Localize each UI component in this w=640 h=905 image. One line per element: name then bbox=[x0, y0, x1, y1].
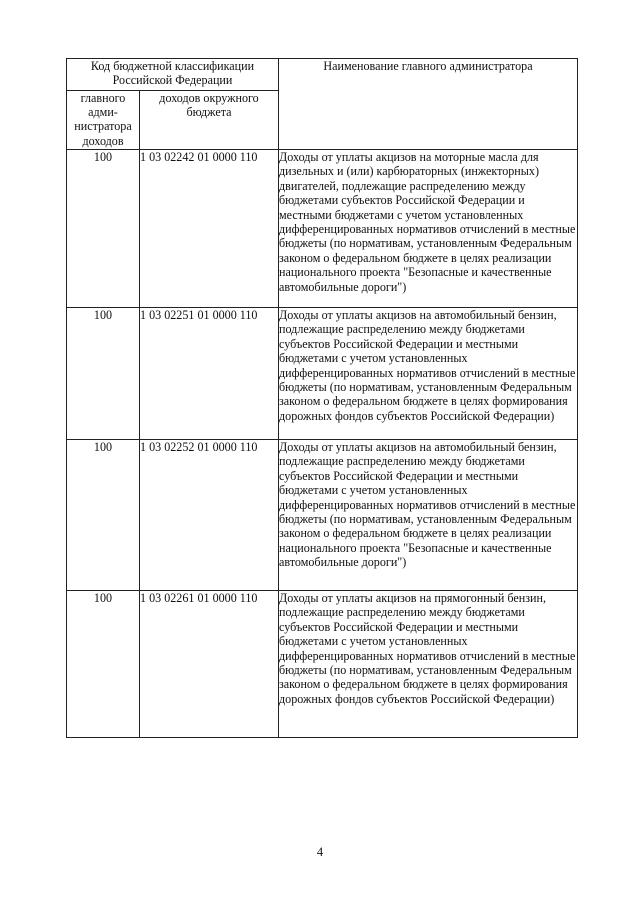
table-row bbox=[67, 150, 578, 308]
header-administrator-name: Наименование главного администратора bbox=[279, 59, 578, 150]
description-cell: Доходы от уплаты акцизов на автомобильный бензин, подлежащие распределению между бюджетами субъектов Российской Федерации и местными бюджетами с учетом установленных дифференцированных нормативов отчислений в местные бюджеты (по нормативам, установленным Федеральным законом о федеральном бюджете в целях формирования дорожных фондов субъектов Российской Федерации) bbox=[279, 308, 578, 440]
admin-code-cell: 100 bbox=[67, 591, 140, 738]
revenue-code-cell: 1 03 02242 01 0000 110 bbox=[140, 150, 279, 308]
header-budget-classification-code: Код бюджетной классификации Российской Федерации bbox=[67, 59, 279, 91]
budget-classification-table bbox=[66, 58, 578, 738]
description-cell: Доходы от уплаты акцизов на автомобильный бензин, подлежащие распределению между бюджетами субъектов Российской Федерации и местными бюджетами с учетом установленных дифференцированных нормативов отчислений в местные бюджеты (по нормативам, установленным Федеральным законом о федеральном бюджете в целях реализации национального проекта "Безопасные и качественные автомобильные дороги") bbox=[279, 440, 578, 591]
page-number: 4 bbox=[316, 845, 324, 859]
admin-code-cell: 100 bbox=[67, 440, 140, 591]
table-row bbox=[67, 440, 578, 591]
header-main-administrator-code: главного адми-нистратора доходов bbox=[67, 91, 140, 150]
revenue-code-cell: 1 03 02251 01 0000 110 bbox=[140, 308, 279, 440]
table-row bbox=[67, 308, 578, 440]
admin-code-cell: 100 bbox=[67, 150, 140, 308]
admin-code-cell: 100 bbox=[67, 308, 140, 440]
table-row bbox=[67, 591, 578, 738]
description-cell: Доходы от уплаты акцизов на прямогонный бензин, подлежащие распределению между бюджетами субъектов Российской Федерации и местными бюджетами с учетом установленных дифференцированных нормативов отчислений в местные бюджеты (по нормативам, установленным Федеральным законом о федеральном бюджете в целях формирования дорожных фондов субъектов Российской Федерации) bbox=[279, 591, 578, 738]
description-cell: Доходы от уплаты акцизов на моторные масла для дизельных и (или) карбюраторных (инжекторных) двигателей, подлежащие распределению между бюджетами субъектов Российской Федерации и местными бюджетами с учетом установленных дифференцированных нормативов отчислений в местные бюджеты (по нормативам, установленным Федеральным законом о федеральном бюджете в целях реализации национального проекта "Безопасные и качественные автомобильные дороги") bbox=[279, 150, 578, 308]
revenue-code-cell: 1 03 02252 01 0000 110 bbox=[140, 440, 279, 591]
header-district-revenue-code: доходов окружного бюджета bbox=[140, 91, 279, 150]
revenue-code-cell: 1 03 02261 01 0000 110 bbox=[140, 591, 279, 738]
